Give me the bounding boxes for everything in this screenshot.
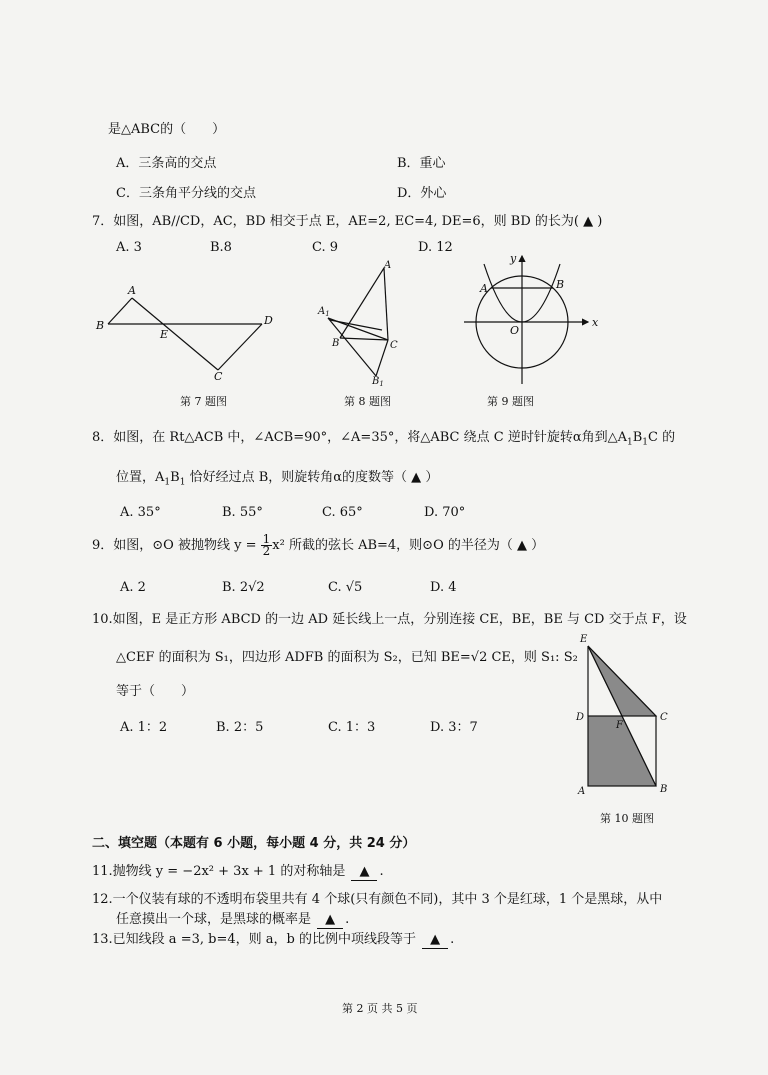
fig10-label-e: E <box>580 634 588 645</box>
q8-figure <box>312 258 412 388</box>
q11-answer-blank[interactable] <box>351 864 377 881</box>
q7-stem <box>92 214 602 230</box>
q6-option-b: B．重心 <box>397 156 446 171</box>
fig8-label-a: A <box>384 260 392 271</box>
q10-caption: 第 10 题图 <box>600 812 654 825</box>
q9-stem-start: 9．如图，⊙O 被抛物线 y = <box>92 538 257 553</box>
q8-stem2-mid: 恰好经过点 B，则旋转角α的度数等（ <box>189 470 408 485</box>
q12-answer-blank[interactable] <box>317 912 343 929</box>
answer-mark-icon: ▲ <box>359 864 370 879</box>
fig7-label-e: E <box>160 328 169 341</box>
q8-stem-line1: 8．如图，在 Rt△ACB 中，∠ACB=90°，∠A=35°，将△ABC 绕点 C 逆时针旋转α角到$\triangle A_1B_1C$ 的 <box>92 430 676 448</box>
answer-mark-icon: ▲ <box>325 912 336 927</box>
q13-answer-blank[interactable] <box>422 932 448 949</box>
q8-stem-line2: 位置，$A_1B_1$ 恰好经过点 B，则旋转角α的度数等（ ▲ ） <box>116 470 439 488</box>
q11-stem-text: 11.抛物线 y = −2x² + 3x + 1 的对称轴是 <box>92 864 346 879</box>
q11-stem <box>92 864 384 881</box>
fig8-label-a1-text: A <box>318 306 326 317</box>
q10-option-b: B. 2：5 <box>216 720 264 735</box>
fig10-label-f: F <box>616 720 623 731</box>
q9-stem: 9．如图，⊙O 被抛物线 y = $\frac{1}{2}$ x² 所截的弦长 AB=4，则⊙O 的半径为（ ▲ ） <box>92 532 545 558</box>
q7-option-a: A. 3 <box>116 240 142 255</box>
answer-mark-icon: ▲ <box>430 932 441 947</box>
fig8-label-b1: $B_1$ <box>372 376 384 388</box>
q11-end: . <box>379 864 384 879</box>
q10-option-a: A. 1：2 <box>120 720 168 735</box>
q7-caption: 第 7 题图 <box>180 395 227 408</box>
fig9-label-x: x <box>592 316 599 329</box>
q7-option-d: D. 12 <box>418 240 453 255</box>
q7-stem-text: 7．如图，AB//CD，AC，BD 相交于点 E，AE=2, EC=4, DE=6，则 BD 的长为( <box>92 214 579 229</box>
answer-mark-icon: ▲ <box>583 214 594 229</box>
q8-stem2-text: 位置，A <box>116 470 165 485</box>
q9-fraction: $\frac{1}{2}$ <box>262 532 271 558</box>
q9-option-c: C. √5 <box>328 580 363 595</box>
q10-stem-line1: 10.如图，E 是正方形 ABCD 的一边 AD 延长线上一点，分别连接 CE，BE，BE 与 CD 交于点 F，设 <box>92 612 687 627</box>
q9-figure <box>460 250 610 390</box>
q9-caption: 第 9 题图 <box>487 395 534 408</box>
fig9-label-b: B <box>556 278 565 291</box>
answer-mark-icon: ▲ <box>517 538 527 553</box>
fig8-label-a1: $A_1$ <box>318 306 330 318</box>
fig10-label-b: B <box>660 784 668 795</box>
q10-stem-line3: 等于（ ） <box>116 684 195 699</box>
q9-stem-close: ） <box>531 538 545 553</box>
q10-option-d: D. 3：7 <box>430 720 478 735</box>
q8-option-a: A. 35° <box>120 505 161 520</box>
q8-option-b: B. 55° <box>222 505 263 520</box>
q10-option-c: C. 1：3 <box>328 720 376 735</box>
fig7-label-a: A <box>128 284 136 297</box>
q6-option-a: A．三条高的交点 <box>116 156 217 171</box>
q9-option-a: A. 2 <box>120 580 146 595</box>
fig7-label-c: C <box>214 370 223 380</box>
q7-figure <box>90 280 290 380</box>
q8-stem1-text: 8．如图，在 Rt△ACB 中，∠ACB=90°，∠A=35°，将△ABC 绕点 C 逆时针旋转α角到△A <box>92 430 627 445</box>
fig8-label-b1-text: B <box>372 376 380 387</box>
q9-option-b: B. 2√2 <box>222 580 265 595</box>
answer-mark-icon: ▲ <box>411 470 422 485</box>
q6-stem-tail: 是△ABC的（ ） <box>108 122 226 137</box>
q12-line1: 12.一个仪装有球的不透明布袋里共有 4 个球(只有颜色不同)，其中 3 个是红球，1 个是黑球，从中 <box>92 892 663 907</box>
q13-end: . <box>450 932 455 947</box>
q10-figure <box>574 630 674 802</box>
fig8-label-b: B <box>332 338 340 349</box>
q7-option-c: C. 9 <box>312 240 339 255</box>
fig9-label-o: O <box>510 324 520 337</box>
q9-option-d: D. 4 <box>430 580 457 595</box>
fig9-label-a: A <box>480 282 488 295</box>
fig8-label-c: C <box>390 340 398 351</box>
section-title-fill-blank: 二、填空题（本题有 6 小题，每小题 4 分，共 24 分） <box>92 836 416 851</box>
q12-end: . <box>345 912 350 927</box>
fig10-label-a: A <box>578 786 586 797</box>
q8-stem2-end: ） <box>425 470 439 485</box>
q9-stem-end: 所截的弦长 AB=4，则⊙O 的半径为（ <box>288 538 513 553</box>
q12-line2 <box>116 912 349 929</box>
q12-line2-text: 任意摸出一个球，是黑球的概率是 <box>116 912 312 927</box>
q8-caption: 第 8 题图 <box>344 395 391 408</box>
q8-option-d: D. 70° <box>424 505 466 520</box>
q7-option-b: B.8 <box>210 240 232 255</box>
q8-stem1-end: C 的 <box>648 430 676 445</box>
page-footer: 第 2 页 共 5 页 <box>342 1002 418 1015</box>
fig7-label-b: B <box>96 319 105 332</box>
q10-stem-line2: △CEF 的面积为 S₁，四边形 ADFB 的面积为 S₂，已知 BE=√2 CE，则 S₁: S₂ <box>116 650 578 665</box>
fig9-label-y: y <box>510 252 517 265</box>
q13-stem <box>92 932 454 949</box>
q6-option-d: D．外心 <box>397 186 447 201</box>
q7-stem-end: ) <box>597 214 603 229</box>
q13-stem-text: 13.已知线段 a =3, b=4，则 a，b 的比例中项线段等于 <box>92 932 416 947</box>
fig10-label-d: D <box>576 712 585 723</box>
fig10-label-c: C <box>660 712 668 723</box>
fig7-label-d: D <box>264 314 273 327</box>
q8-option-c: C. 65° <box>322 505 363 520</box>
q6-option-c: C．三条角平分线的交点 <box>116 186 256 201</box>
